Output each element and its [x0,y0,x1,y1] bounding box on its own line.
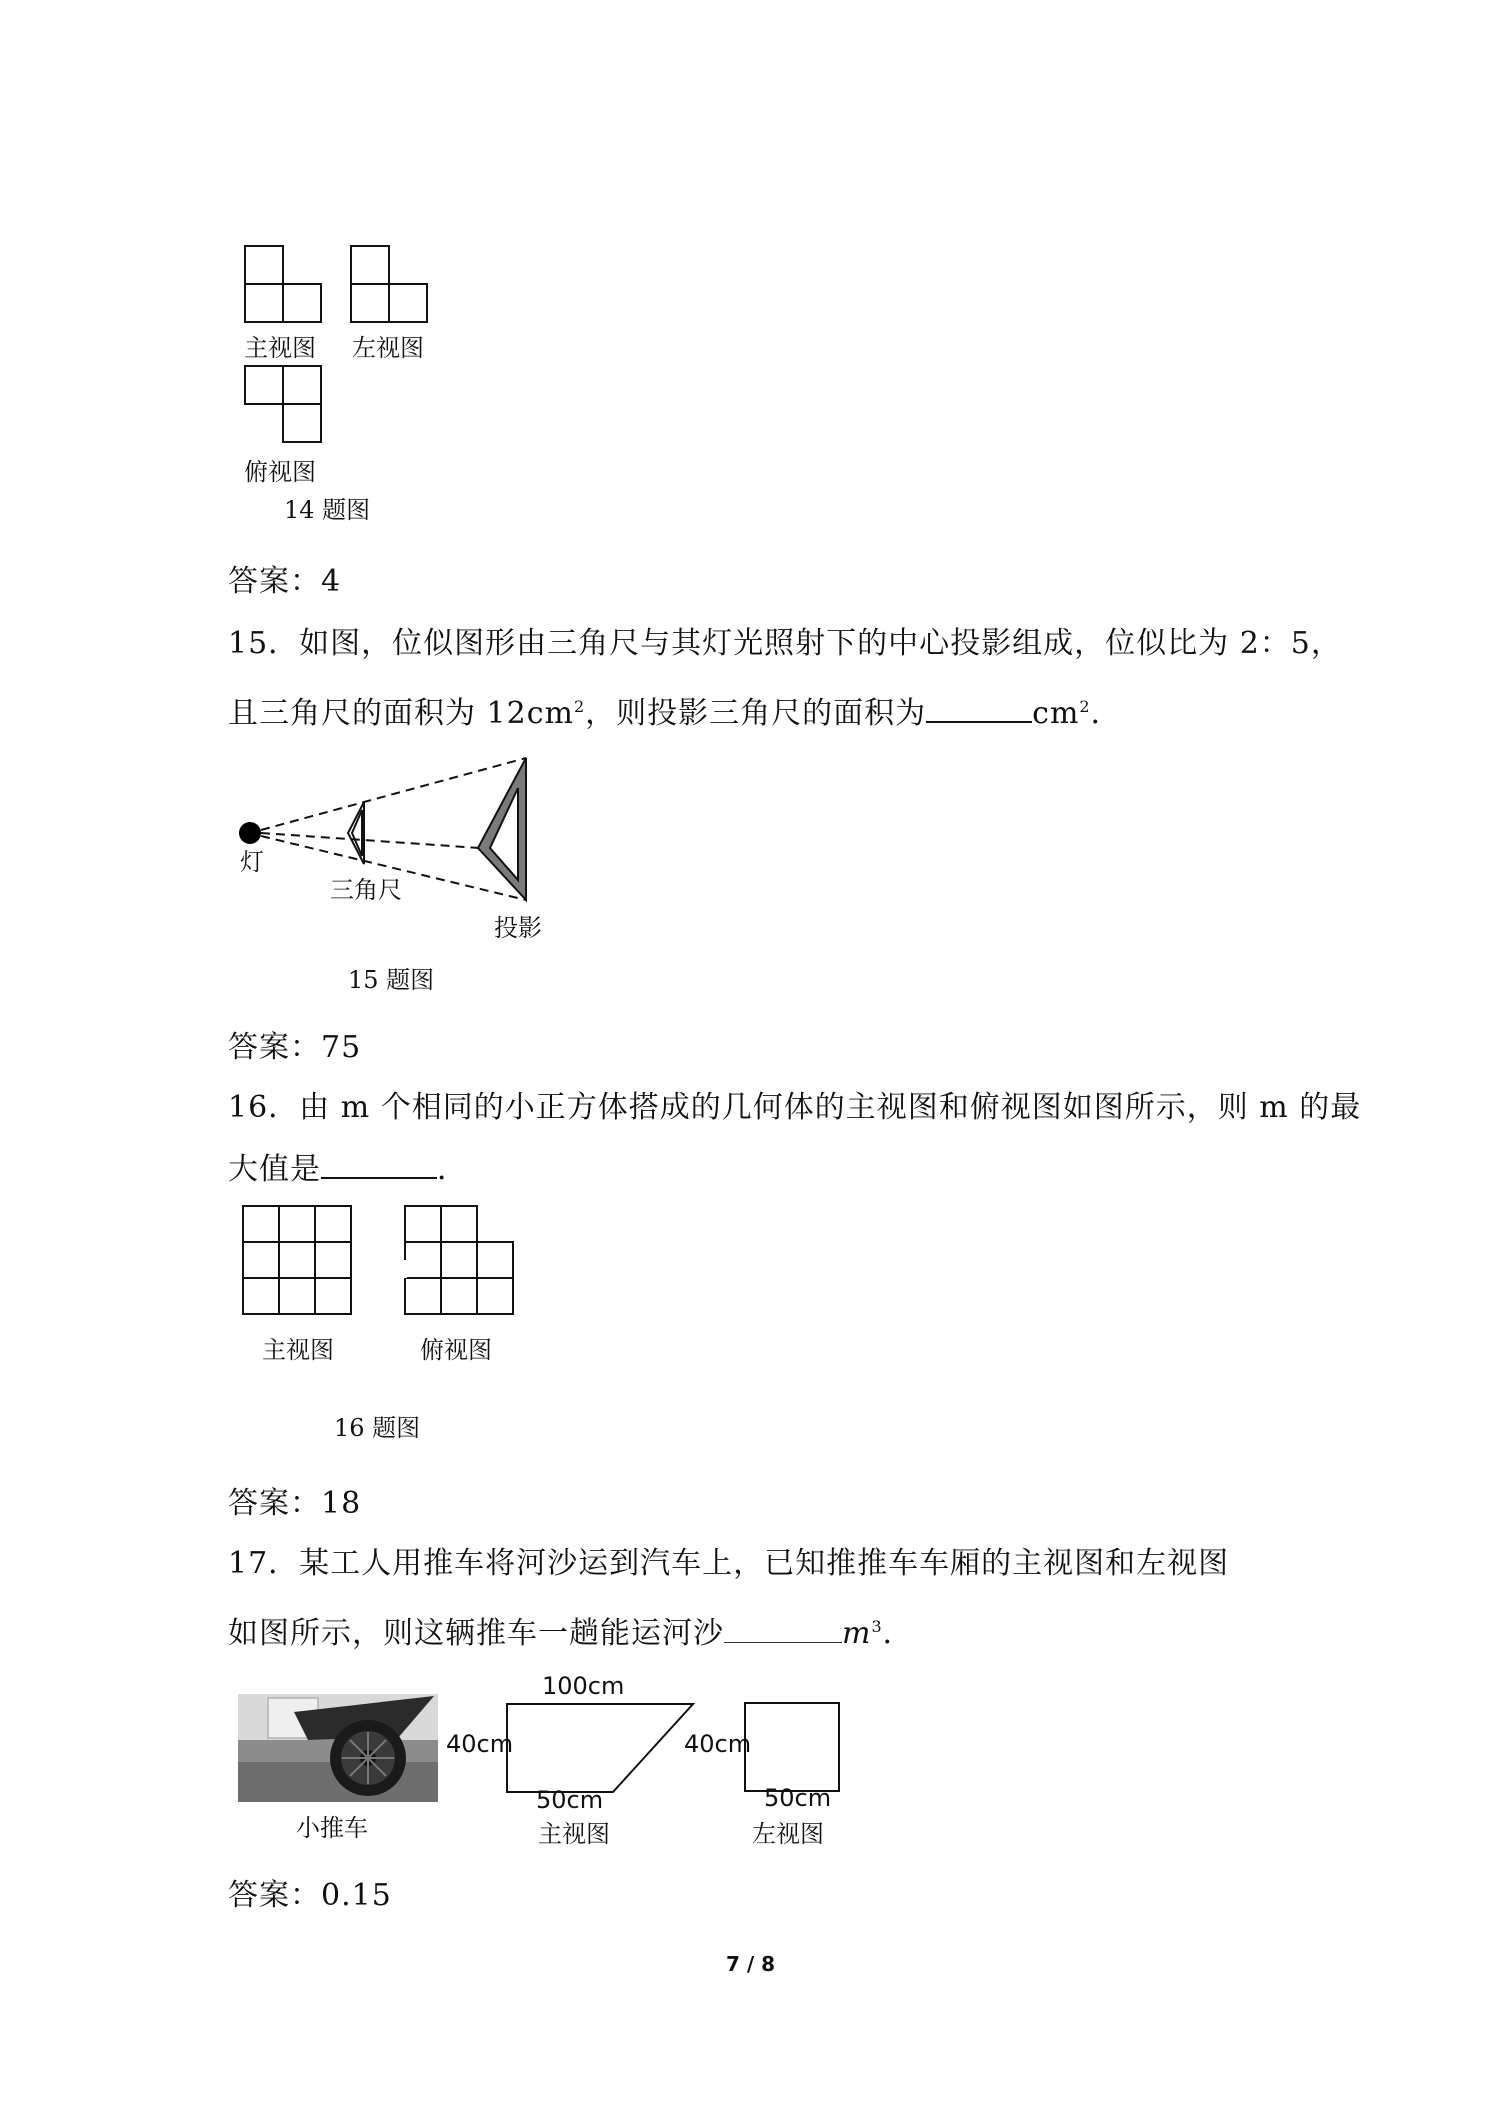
q16-figure-caption: 16 题图 [334,1414,421,1442]
q17-left-view-label: 左视图 [752,1820,824,1848]
q14-left-view-figure [350,245,430,325]
page-number: 7 / 8 [726,1952,776,1976]
q16-question-line1: 16．由 m 个相同的小正方体搭成的几何体的主视图和俯视图如图所示，则 m 的最 [228,1090,1362,1125]
q15-text-b: ，则投影三角尺的面积为 [585,696,927,731]
q17-unit: m [842,1616,872,1651]
q17-text-a: 如图所示，则这辆推车一趟能运河沙 [228,1616,724,1651]
q17-question-line2 [228,1608,914,1652]
q14-left-view-label: 左视图 [352,334,424,362]
q16-text-a: 大值是 [228,1152,321,1187]
q15-ruler-label: 三角尺 [330,876,402,904]
q17-answer-blank [724,1616,842,1643]
q17-unit-sup: 3 [871,1617,883,1636]
q16-front-view-figure [242,1205,352,1315]
q17-text-b: ． [882,1616,914,1651]
q17-top-width-label: 100cm [542,1672,625,1700]
q14-figure-caption: 14 题图 [284,496,371,524]
q17-front-view-label: 主视图 [538,1820,610,1848]
q14-front-view-label: 主视图 [244,334,316,362]
q15-text-c: cm [1032,696,1080,731]
q17-height-right-label: 40cm [684,1730,752,1758]
q16-top-view-figure [404,1205,514,1315]
q14-answer: 答案：4 [228,564,342,599]
q17-cart-photo [238,1694,438,1802]
q17-height-left-label: 40cm [446,1730,514,1758]
q14-top-view-label: 俯视图 [244,458,316,486]
q17-question-line1: 17．某工人用推车将河沙运到汽车上，已知推推车车厢的主视图和左视图 [228,1546,1230,1581]
q16-answer: 答案：18 [228,1486,362,1521]
q15-text-a: 且三角尺的面积为 12cm [228,696,574,731]
q15-text-d: ． [1090,696,1122,731]
q17-side-width-label: 50cm [764,1784,832,1812]
q17-left-view-figure [744,1702,840,1792]
q17-bottom-width-label: 50cm [536,1786,604,1814]
q16-front-view-label: 主视图 [262,1336,334,1364]
q15-answer-blank [926,695,1032,723]
q16-top-view-label: 俯视图 [420,1336,492,1364]
q14-front-view-figure [244,245,324,325]
q15-sup1: 2 [573,697,586,716]
q15-answer: 答案：75 [228,1030,362,1065]
q15-sup2: 2 [1079,697,1091,716]
q15-figure-caption: 15 题图 [348,966,435,994]
q17-front-view-figure [505,1702,695,1794]
q17-cart-label: 小推车 [296,1814,368,1842]
q16-answer-blank [321,1151,437,1179]
q16-question-line2 [228,1144,468,1188]
q15-question-line1: 15．如图，位似图形由三角尺与其灯光照射下的中心投影组成，位似比为 2：5， [228,626,1342,661]
q15-projection-label: 投影 [494,914,542,942]
q17-answer: 答案：0.15 [228,1878,392,1913]
q15-lamp-label: 灯 [240,848,264,876]
q15-question-line2 [228,688,1122,732]
q14-top-view-figure [244,365,324,445]
q16-text-b: ． [437,1152,468,1187]
